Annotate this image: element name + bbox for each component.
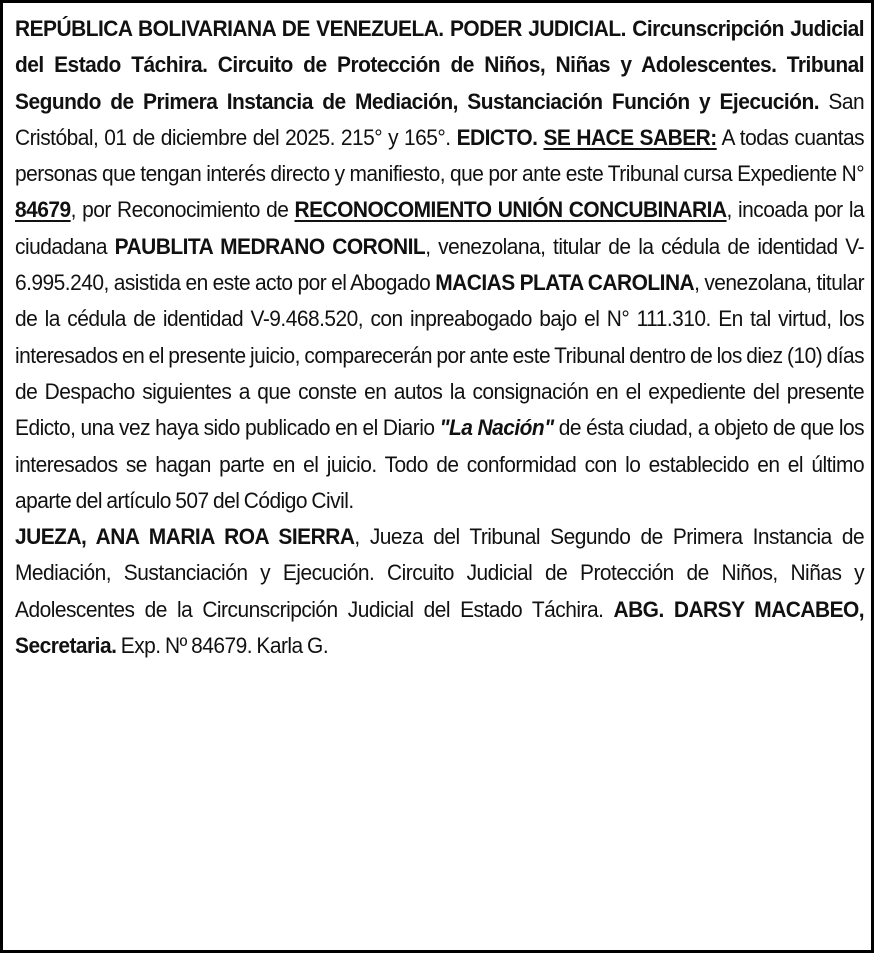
case-subject: RECONOCOMIENTO UNIÓN CONCUBINARIA xyxy=(294,197,727,223)
applicant-name: PAUBLITA MEDRANO CORONIL xyxy=(114,233,426,259)
edicto-signature-paragraph xyxy=(15,519,864,664)
body-text-6: de ésta ciudad, a objeto de que los interesados se hagan parte en el juicio. Todo de conformidad con lo establecido en el último aparte del artículo 507 del Código Civil. xyxy=(15,415,865,513)
court-heading: REPÚBLICA BOLIVARIANA DE VENEZUELA. PODER JUDICIAL. Circunscripción Judicial del Estado Táchira. Circuito de Protección de Niños, Niñas y Adolescentes. Tribunal Segundo de Primera Instancia de Mediación, Sustanciación Función y Ejecución. xyxy=(15,16,865,114)
body-text-4: , venezolana, titular de la cédula de identidad V-6.995.240, asistida en este acto por el Abogado xyxy=(15,233,865,296)
edicto-main-paragraph xyxy=(15,11,864,519)
se-hace-saber: SE HACE SABER: xyxy=(543,124,717,150)
body-text-1: A todas cuantas personas que tengan interés directo y manifiesto, que por ante este Tribunal cursa Expediente N° xyxy=(15,124,865,187)
secretary-name: ABG. DARSY MACABEO, Secretaria. xyxy=(15,596,865,659)
expediente-number: 84679 xyxy=(15,197,71,223)
signature-text-1: , Jueza del Tribunal Segundo de Primera Instancia de Mediación, Sustanciación y Ejecución. Circuito Judicial de Protección de Niños, Niñas y Adolescentes de la Circunscripción Judicial del Estado Táchira. xyxy=(15,524,865,622)
newspaper-name: "La Nación" xyxy=(439,415,554,441)
body-text-5: , venezolana, titular de la cédula de identidad V-9.468.520, con inpreabogado bajo el N° 111.310. En tal virtud, los interesados en el presente juicio, comparecerán por ante este Tribunal dentro de los diez (10) días de Despacho siguientes a que conste en autos la consignación en el expediente del presente Edicto, una vez haya sido publicado en el Diario xyxy=(15,270,865,441)
body-text-3: , incoada por la ciudadana xyxy=(15,197,865,259)
place-date: San Cristóbal, 01 de diciembre del 2025. 215° y 165°. xyxy=(15,88,865,150)
signature-text-2: Exp. Nº 84679. Karla G. xyxy=(116,633,329,659)
edicto-label: EDICTO. xyxy=(456,124,538,150)
lawyer-name: MACIAS PLATA CAROLINA xyxy=(435,270,695,296)
judge-name: JUEZA, ANA MARIA ROA SIERRA xyxy=(15,524,355,550)
body-text-2: , por Reconocimiento de xyxy=(70,197,295,223)
